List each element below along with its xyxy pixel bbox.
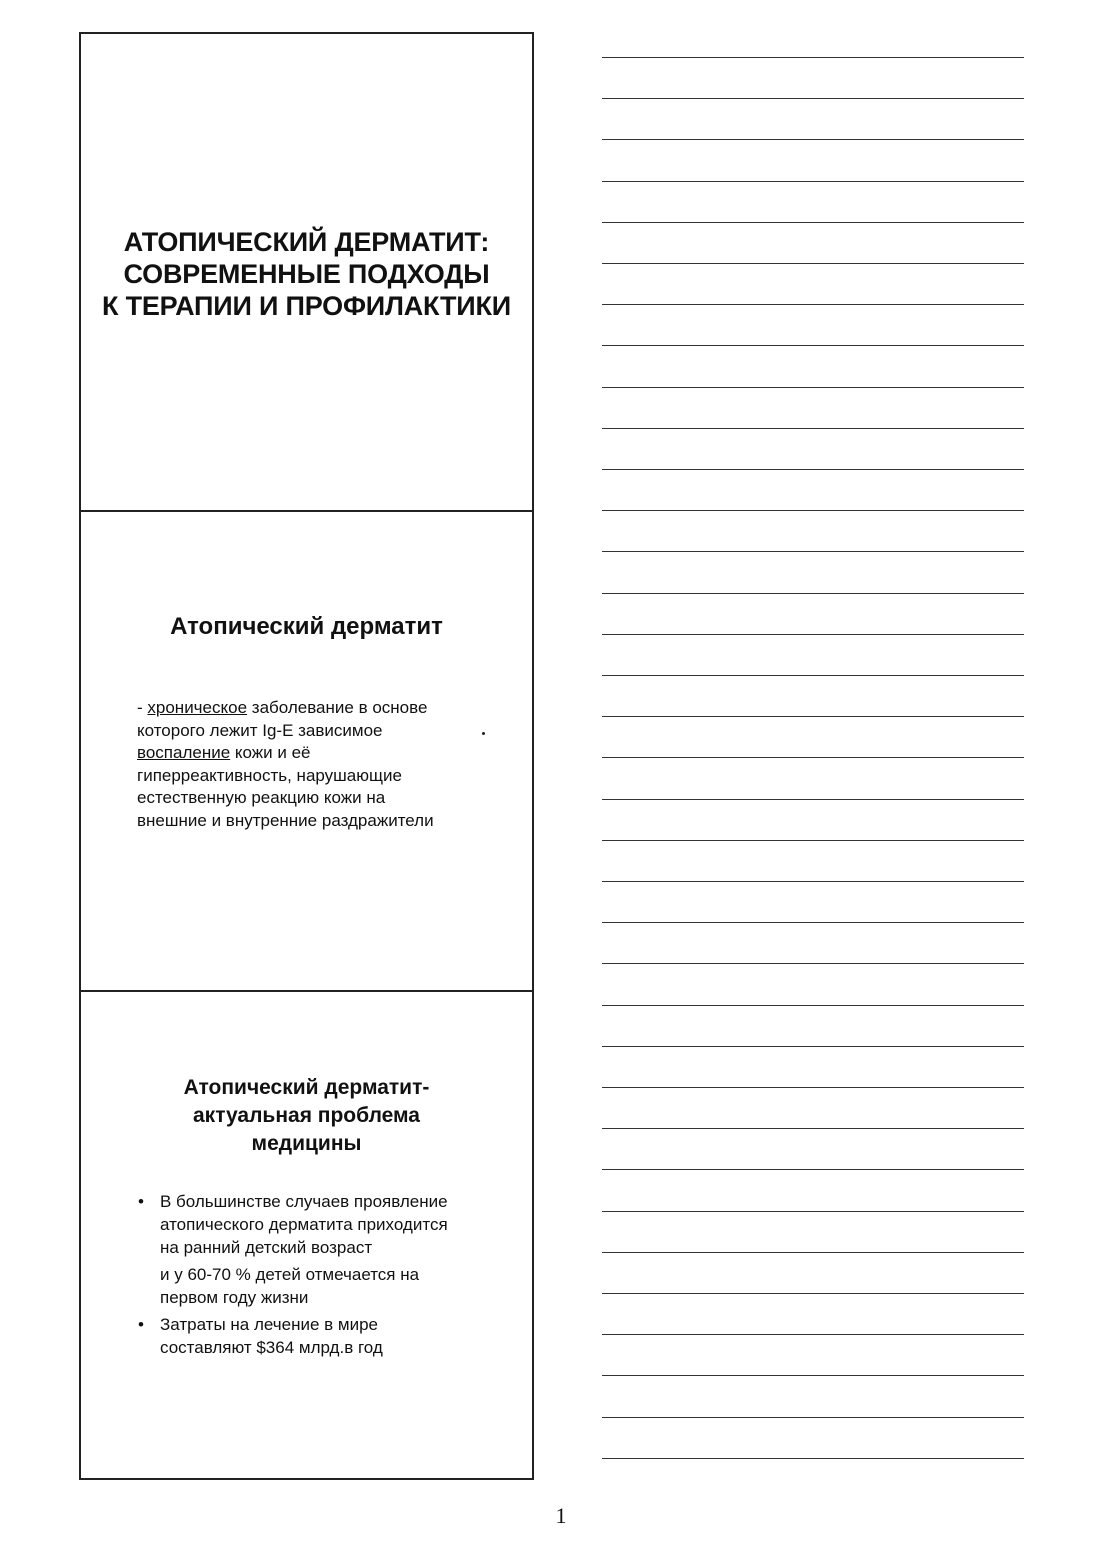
note-line	[602, 881, 1024, 882]
note-line	[602, 1211, 1024, 1212]
definition-text	[137, 697, 497, 832]
text-fragment: -	[137, 698, 148, 717]
note-line	[602, 428, 1024, 429]
text-line: внешние и внутренние раздражители	[137, 810, 434, 830]
note-line	[602, 1128, 1024, 1129]
slide-2	[81, 510, 532, 990]
slide-title-line: АТОПИЧЕСКИЙ ДЕРМАТИТ:	[123, 227, 490, 257]
scan-speck	[482, 732, 485, 735]
slide-1	[81, 34, 532, 510]
note-line	[602, 963, 1024, 964]
note-line	[602, 57, 1024, 58]
note-line	[602, 1375, 1024, 1376]
slide-heading-line: Атопический дерматит-	[183, 1076, 430, 1099]
text-fragment: кожи и её	[230, 743, 311, 762]
note-line	[602, 1087, 1024, 1088]
note-line	[602, 675, 1024, 676]
note-line	[602, 840, 1024, 841]
text-line: и у 60-70 % детей отмечается на	[160, 1265, 420, 1284]
text-line: первом году жизни	[160, 1288, 309, 1307]
text-line: Затраты на лечение в мире	[160, 1315, 378, 1334]
note-line	[602, 1458, 1024, 1459]
note-line	[602, 716, 1024, 717]
text-line: гиперреактивность, нарушающие	[137, 765, 402, 785]
bullet-icon: •	[138, 1192, 144, 1211]
note-line	[602, 1252, 1024, 1253]
text-line: В большинстве случаев проявление	[160, 1192, 448, 1211]
note-line	[602, 551, 1024, 552]
note-line	[602, 345, 1024, 346]
text-line: естественную реакцию кожи на	[137, 788, 386, 807]
note-line	[602, 757, 1024, 758]
text-line: составляют $364 млрд.в год	[160, 1338, 383, 1357]
note-line	[602, 634, 1024, 635]
note-line	[602, 139, 1024, 140]
slide-3	[81, 990, 532, 1478]
page-number: 1	[555, 1503, 567, 1528]
text-line	[137, 697, 497, 720]
note-line	[602, 222, 1024, 223]
slide-heading-line: актуальная проблема	[193, 1104, 420, 1127]
note-line	[602, 1293, 1024, 1294]
note-line	[602, 1046, 1024, 1047]
note-line	[602, 1417, 1024, 1418]
slide-heading: Атопический дерматит	[170, 613, 443, 640]
note-line	[602, 181, 1024, 182]
underlined-term: воспаление	[137, 743, 231, 762]
note-line	[602, 1169, 1024, 1170]
slide-heading-line: медицины	[251, 1132, 362, 1155]
note-line	[602, 304, 1024, 305]
bullet-continuation	[136, 1263, 506, 1309]
note-line	[602, 799, 1024, 800]
note-line	[602, 98, 1024, 99]
note-line	[602, 387, 1024, 388]
note-line	[602, 1334, 1024, 1335]
bullet-list	[136, 1190, 506, 1359]
underlined-term: хроническое	[147, 698, 248, 717]
slide-title-line: СОВРЕМЕННЫЕ ПОДХОДЫ	[123, 259, 490, 289]
slide-heading	[81, 1074, 532, 1158]
note-line	[602, 263, 1024, 264]
text-line: атопического дерматита приходится	[160, 1215, 448, 1234]
text-line: на ранний детский возраст	[160, 1238, 373, 1257]
note-line	[602, 1005, 1024, 1006]
slides-column	[79, 32, 534, 1480]
slide-title-line: К ТЕРАПИИ И ПРОФИЛАКТИКИ	[102, 291, 511, 321]
note-line	[602, 593, 1024, 594]
text-fragment: заболевание в основе	[247, 698, 428, 717]
slide-title	[81, 226, 532, 322]
note-line	[602, 510, 1024, 511]
bullet-icon: •	[138, 1315, 144, 1334]
text-line: которого лежит Ig-E зависимое	[137, 720, 383, 740]
bullet-item	[136, 1190, 506, 1259]
note-line	[602, 469, 1024, 470]
note-line	[602, 922, 1024, 923]
text-line	[137, 742, 497, 765]
bullet-item	[136, 1313, 506, 1359]
